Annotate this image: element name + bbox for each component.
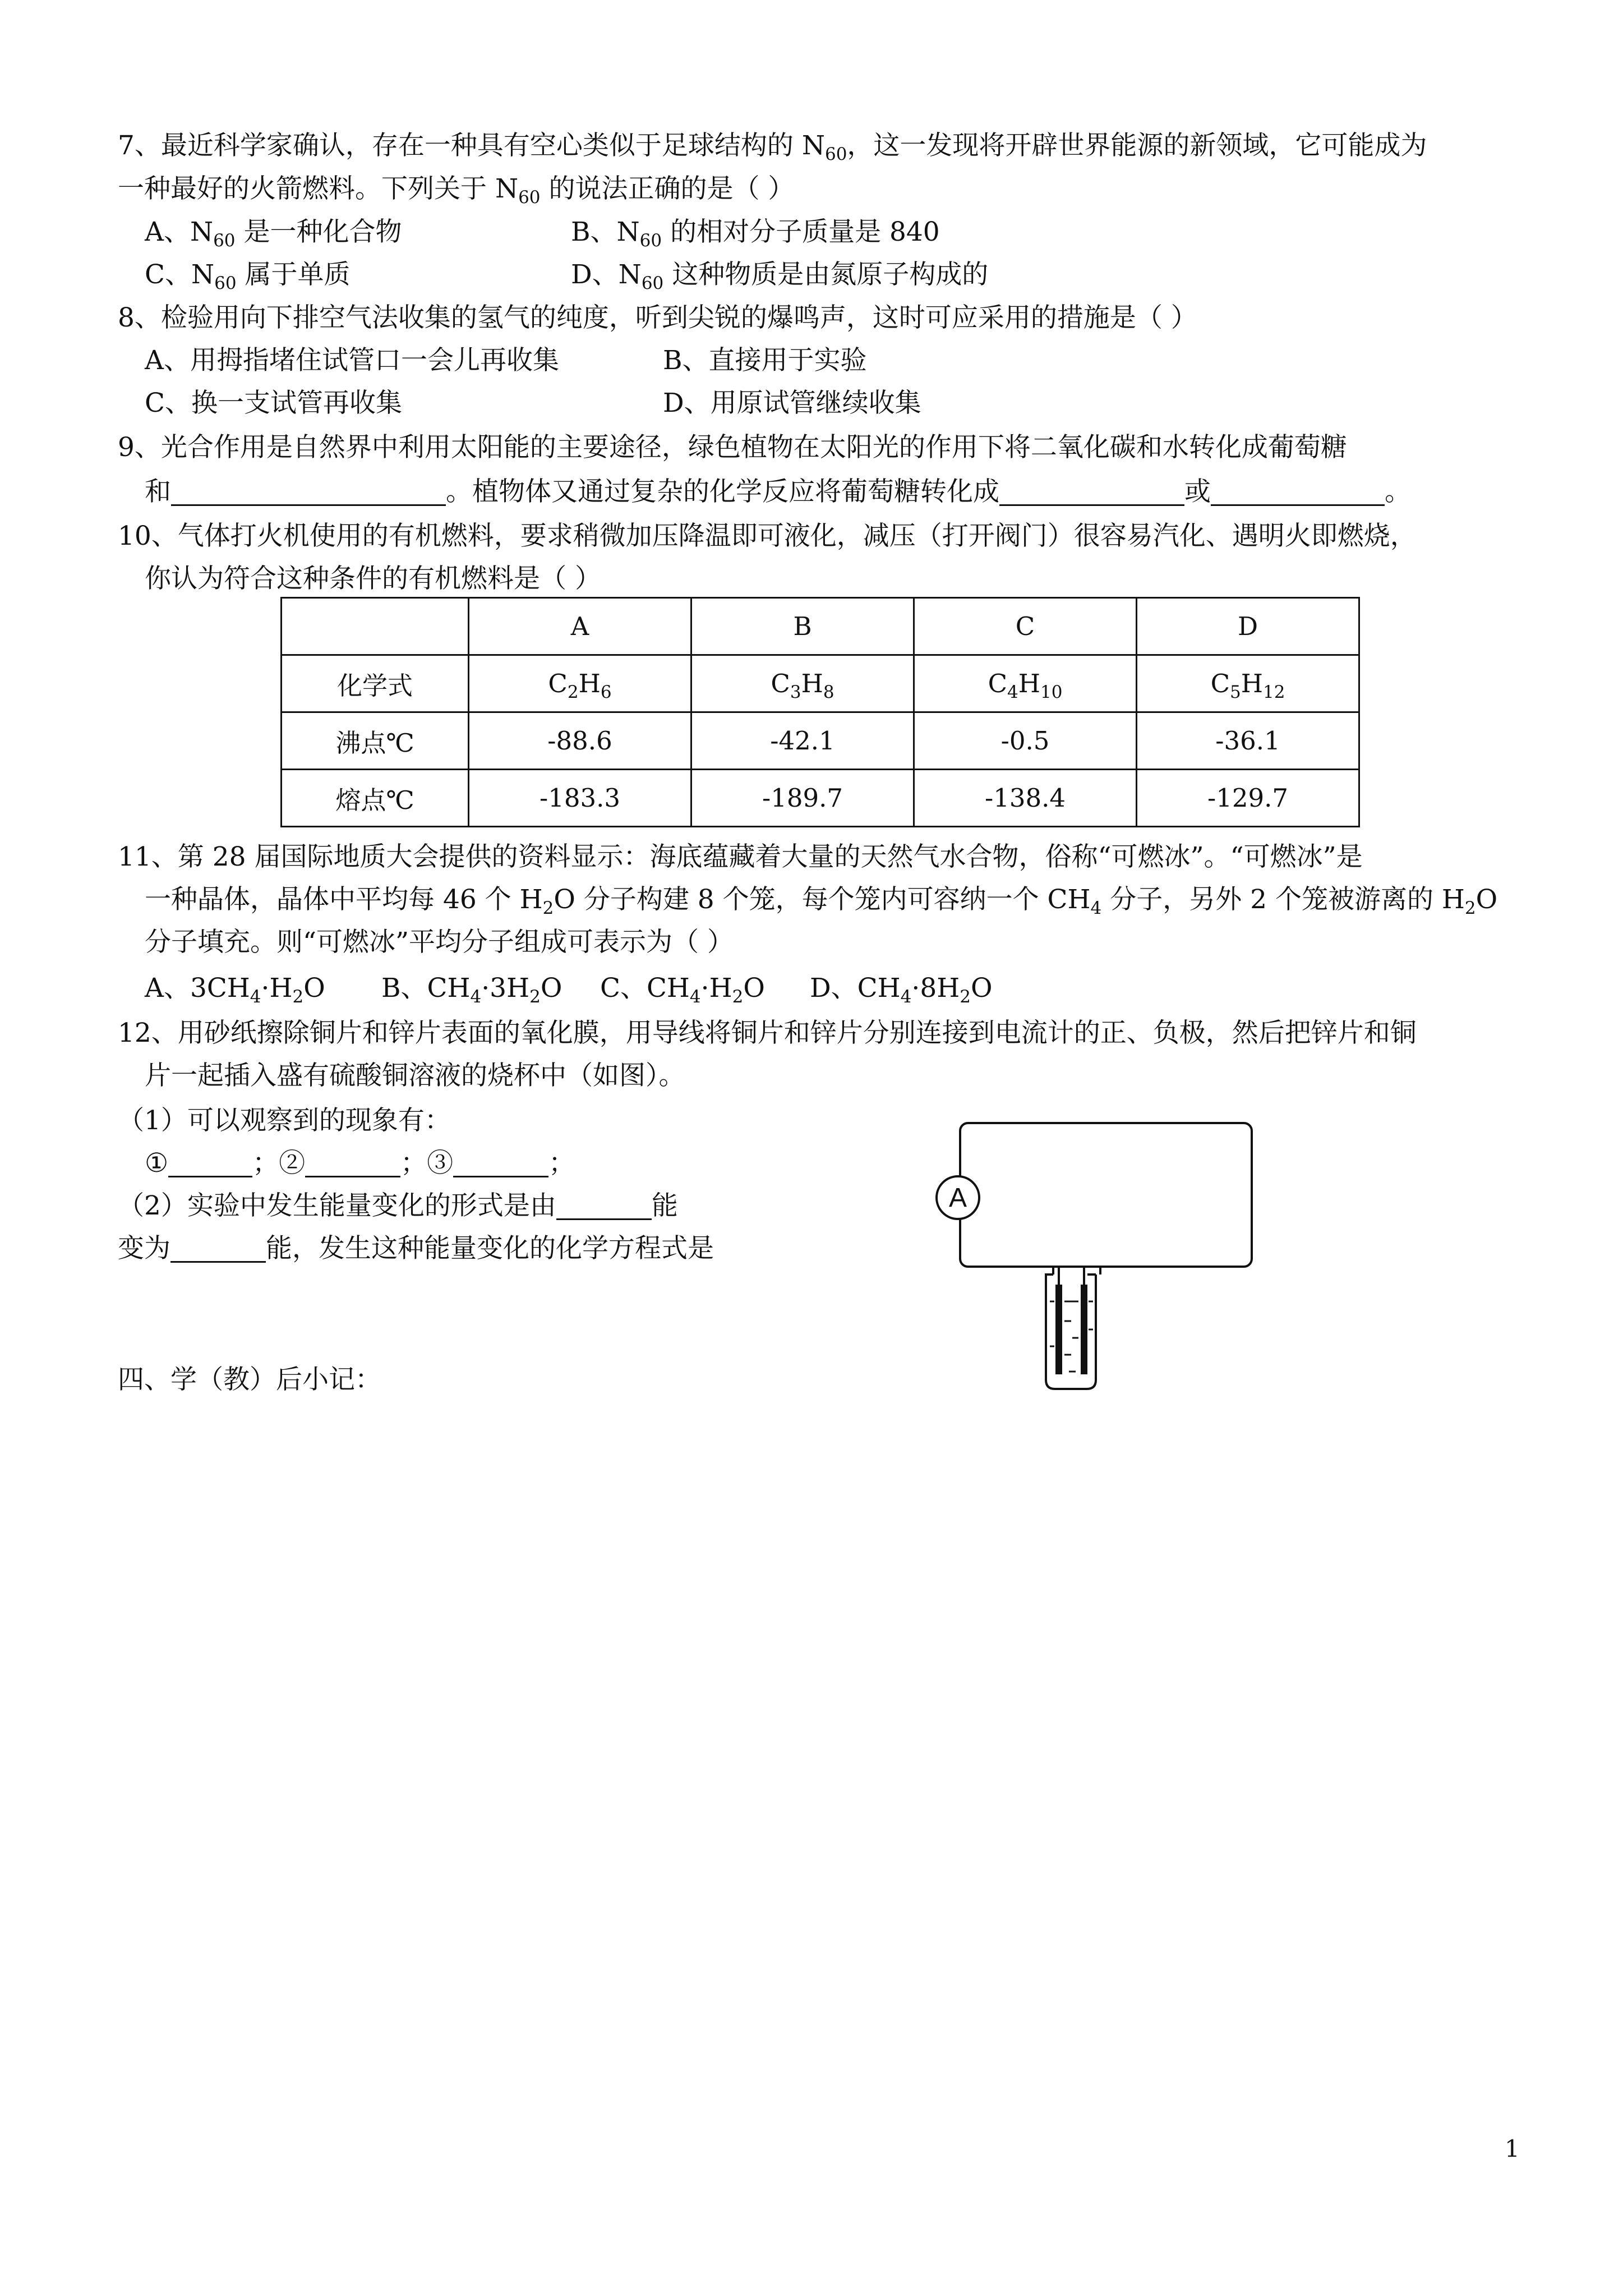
q12-subquestion-1: （1）可以观察到的现象有： [118,1105,451,1136]
q7-option-a: A、$N_{60}$ 是一种化合物 [145,217,402,251]
formula-cell: $C_2H_6$ [469,655,691,712]
q11-line2: 一种晶体，晶体中平均每 46 个 $H_2O$ 分子构建 8 个笼，每个笼内可容纳一个 $CH_4$ 分子，另外 2 个笼被游离的 $H_2O$ [145,884,1498,918]
melting-point-cell: -183.3 [469,770,691,827]
ammeter-label: A [948,1183,967,1213]
fuel-data-table [280,597,1360,827]
row-label-boiling-point: 沸点℃ [282,712,469,770]
boiling-point-cell: -36.1 [1137,712,1359,770]
q8-option-d: D、用原试管继续收集 [663,388,921,418]
q9-line1: 9、光合作用是自然界中利用太阳能的主要途径，绿色植物在太阳光的作用下将二氧化碳和水转化成葡萄糖 [118,432,1347,463]
table-header-cell: D [1137,598,1359,655]
formula-cell: $C_4H_{10}$ [914,655,1137,712]
q10-line1: 10、气体打火机使用的有机燃料，要求稍微加压降温即可液化，减压（打开阀门）很容易汽化、遇明火即燃烧， [118,521,1417,551]
beaker-icon [1046,1267,1096,1389]
melting-point-cell: -129.7 [1137,770,1359,827]
table-header-cell: B [691,598,914,655]
q9-blank-2[interactable] [999,475,1184,506]
table-header-cell: C [914,598,1137,655]
q10-line2: 你认为符合这种条件的有机燃料是（ ） [145,563,601,594]
q8-option-c: C、换一支试管再收集 [145,388,402,418]
q12-subquestion-2: （2）实验中发生能量变化的形式是由 能 [118,1190,678,1221]
q7-option-b: B、$N_{60}$ 的相对分子质量是 840 [571,217,940,251]
section-4-heading: 四、学（教）后小记： [118,1364,381,1395]
q12-blank-1[interactable] [168,1147,252,1177]
q11-option-c: C、$CH_4\cdot H_2O$ [600,973,765,1007]
q11-option-b: B、$CH_4\cdot 3H_2O$ [381,973,562,1007]
table-row [282,655,1359,712]
q11-line1: 11、第 28 届国际地质大会提供的资料显示：海底蕴藏着大量的天然气水合物，俗称“可燃冰”。“可燃冰”是 [118,841,1363,872]
q12-blank-energy-to[interactable] [170,1232,266,1263]
circuit-wire [960,1123,1252,1267]
copper-electrode [1081,1285,1087,1374]
q12-blank-2[interactable] [305,1147,400,1177]
table-header-cell [282,598,469,655]
q7-option-d: D、$N_{60}$ 这种物质是由氮原子构成的 [571,259,989,293]
page-number: 1 [1505,2135,1520,2162]
q12-blank-energy-from[interactable] [556,1189,652,1220]
q9-blank-1[interactable] [171,475,446,506]
row-label-melting-point: 熔点℃ [282,770,469,827]
q12-observation-blanks: ① ；② ；③ ； [145,1148,575,1179]
q8-option-a: A、用拇指堵住试管口一会儿再收集 [145,345,559,376]
boiling-point-cell: -0.5 [914,712,1137,770]
formula-cell: $C_3H_8$ [691,655,914,712]
q9-blank-3[interactable] [1211,475,1385,506]
table-row [282,770,1359,827]
q11-option-a: A、$3CH_4\cdot H_2O$ [145,973,325,1007]
melting-point-cell: -138.4 [914,770,1137,827]
q12-blank-3[interactable] [453,1147,548,1177]
table-header-cell: A [469,598,691,655]
table-header-row [282,598,1359,655]
q7-stem-line1: 7、最近科学家确认，存在一种具有空心类似于足球结构的 $N_{60}$，这一发现将开辟世界能源的新领域，它可能成为 [118,130,1427,164]
boiling-point-cell: -88.6 [469,712,691,770]
melting-point-cell: -189.7 [691,770,914,827]
galvanic-cell-diagram [920,1116,1267,1397]
q12-line1: 12、用砂纸擦除铜片和锌片表面的氧化膜，用导线将铜片和锌片分别连接到电流计的正、负极，然后把锌片和铜 [118,1018,1417,1048]
q7-option-c: C、$N_{60}$ 属于单质 [145,259,351,293]
formula-cell: $C_5H_{12}$ [1137,655,1359,712]
q9-line2: 和 。植物体又通过复杂的化学反应将葡萄糖转化成 或 。 [145,476,1411,507]
row-label-formula: 化学式 [282,655,469,712]
q11-line3: 分子填充。则“可燃冰”平均分子组成可表示为（ ） [145,927,734,958]
q12-line2: 片一起插入盛有硫酸铜溶液的烧杯中（如图）。 [145,1060,685,1091]
q11-option-d: D、$CH_4\cdot 8H_2O$ [810,973,993,1007]
boiling-point-cell: -42.1 [691,712,914,770]
table-row [282,712,1359,770]
q8-option-b: B、直接用于实验 [663,345,867,376]
zinc-electrode [1055,1285,1062,1374]
q8-stem: 8、检验用向下排空气法收集的氢气的纯度，听到尖锐的爆鸣声，这时可应采用的措施是（ ） [118,302,1197,333]
q7-stem-line2: 一种最好的火箭燃料。下列关于 $N_{60}$ 的说法正确的是（ ） [118,173,795,208]
q12-subquestion-2-cont: 变为 能，发生这种能量变化的化学方程式是 [118,1233,714,1264]
